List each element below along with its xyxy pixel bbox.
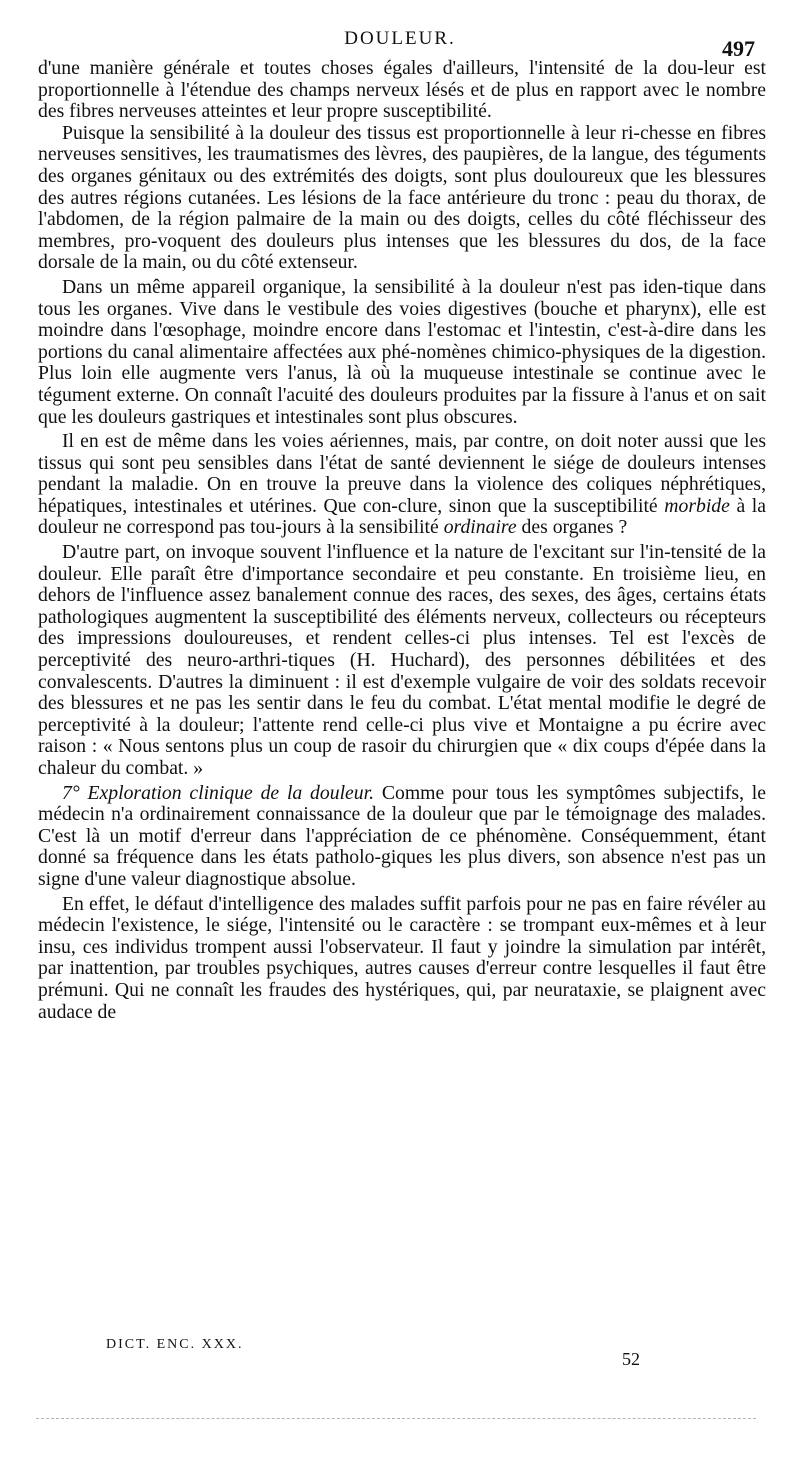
paragraph-6-text: Comme pour tous les symptômes subjectifs, le médecin n'a ordinairement connaissance de la douleur que par le témoignage des malades. C'est là un motif d'erreur dans l'appréciation de ce phénomène. Conséquemment, étant donné sa fréquence dans les états patholo-giques les plus divers, son absence n'est pas un signe d'une valeur diagnostique absolue. [38,781,766,890]
body-text [38,58,766,1023]
italic-morbide: morbide [664,494,730,517]
paragraph-4-start: Il en est de même dans les voies aériennes, mais, par contre, on doit noter aussi que les tissus qui sont peu sensibles dans l'état de santé deviennent le siége de douleurs intenses pendant la maladie. On en trouve la preuve dans la violence des coliques néphrétiques, hépatiques, intestinales et utérines. Que con-clure, sinon que la susceptibilité [38,430,766,517]
scan-artifact-line [36,1418,756,1419]
section-heading: 7° Exploration clinique de la douleur. [62,781,375,804]
paragraph-4-end: des organes ? [516,516,628,539]
paragraph-4 [38,431,766,539]
footer-signature: DICT. ENC. XXX. [106,1337,244,1352]
paragraph-7: En effet, le défaut d'intelligence des malades suffit parfois pour ne pas en faire révéler au médecin l'existence, le siége, l'intensité ou le caractère : se trompant eux-mêmes et à leur insu, ces individus trompent aussi l'observateur. Il faut y joindre la simulation par intérêt, par inattention, par troubles psychiques, autres causes d'erreur contre lesquelles il faut être prémuni. Qui ne connaît les fraudes des hystériques, qui, par neurataxie, se plaignent avec audace de [38,892,766,1023]
paragraph-1: d'une manière générale et toutes choses égales d'ailleurs, l'intensité de la dou-leur est proportionnelle à l'étendue des champs nerveux lésés et de plus en rapport avec le nombre des fibres nerveuses atteintes et leur propre susceptibilité. [38,57,766,123]
paragraph-6 [38,783,766,891]
italic-ordinaire: ordinaire [443,516,517,539]
paragraph-2: Puisque la sensibilité à la douleur des tissus est proportionnelle à leur ri-chesse en fibres nerveuses sensitives, les traumatismes des lèvres, des paupières, de la langue, des téguments des organes génitaux ou des extrémités des doigts, sont plus douloureux que les blessures des autres régions cutanées. Les lésions de la face antérieure du tronc : peau du thorax, de l'abdomen, de la région palmaire de la main ou des doigts, celles du côté fléchisseur des membres, pro-voquent des douleurs plus intenses que les blessures du dos, de la face dorsale de la main, ou du côté extenseur. [38,121,766,274]
signature-number: 52 [622,1349,640,1369]
paragraph-5: D'autre part, on invoque souvent l'influence et la nature de l'excitant sur l'in-tensité de la douleur. Elle paraît être d'importance secondaire et peu constante. En troisième lieu, en dehors de l'influence assez banalement connue des races, des sexes, des âges, certains états pathologiques augmentent la susceptibilité des éléments nerveux, collecteurs ou récepteurs des impressions douloureuses, et rendent celles-ci plus intenses. Tel est l'excès de perceptivité des neuro-arthri-tiques (H. Huchard), des personnes débilitées et des convalescents. D'autres la diminuent : il est d'exemple vulgaire de voir des soldats recevoir des blessures et ne pas les sentir dans le feu du combat. L'état mental modifie le degré de perceptivité à la douleur; l'attente rend celle-ci plus vive et Montaigne a pu écrire avec raison : « Nous sentons plus un coup de rasoir du chirurgien que « dix coups d'épée dans la chaleur du combat. » [38,541,766,779]
page-number: 497 [722,36,755,61]
running-head: DOULEUR. [344,28,456,49]
paragraph-3: Dans un même appareil organique, la sensibilité à la douleur n'est pas iden-tique dans tous les organes. Vive dans le vestibule des voies digestives (bouche et pharynx), elle est moindre dans l'œsophage, moindre encore dans l'estomac et l'intestin, c'est-à-dire dans les portions du canal alimentaire affectées aux phé-nomènes chimico-physiques de la digestion. Plus loin elle augmente vers l'anus, là où la muqueuse intestinale se continue avec le tégument externe. On connaît l'acuité des douleurs produites par la fissure à l'anus et on sait que les douleurs gastriques et intestinales sont plus obscures. [38,275,766,428]
paragraph-4-mid: à la douleur ne correspond pas tou-jours à la sensibilité [38,494,767,539]
